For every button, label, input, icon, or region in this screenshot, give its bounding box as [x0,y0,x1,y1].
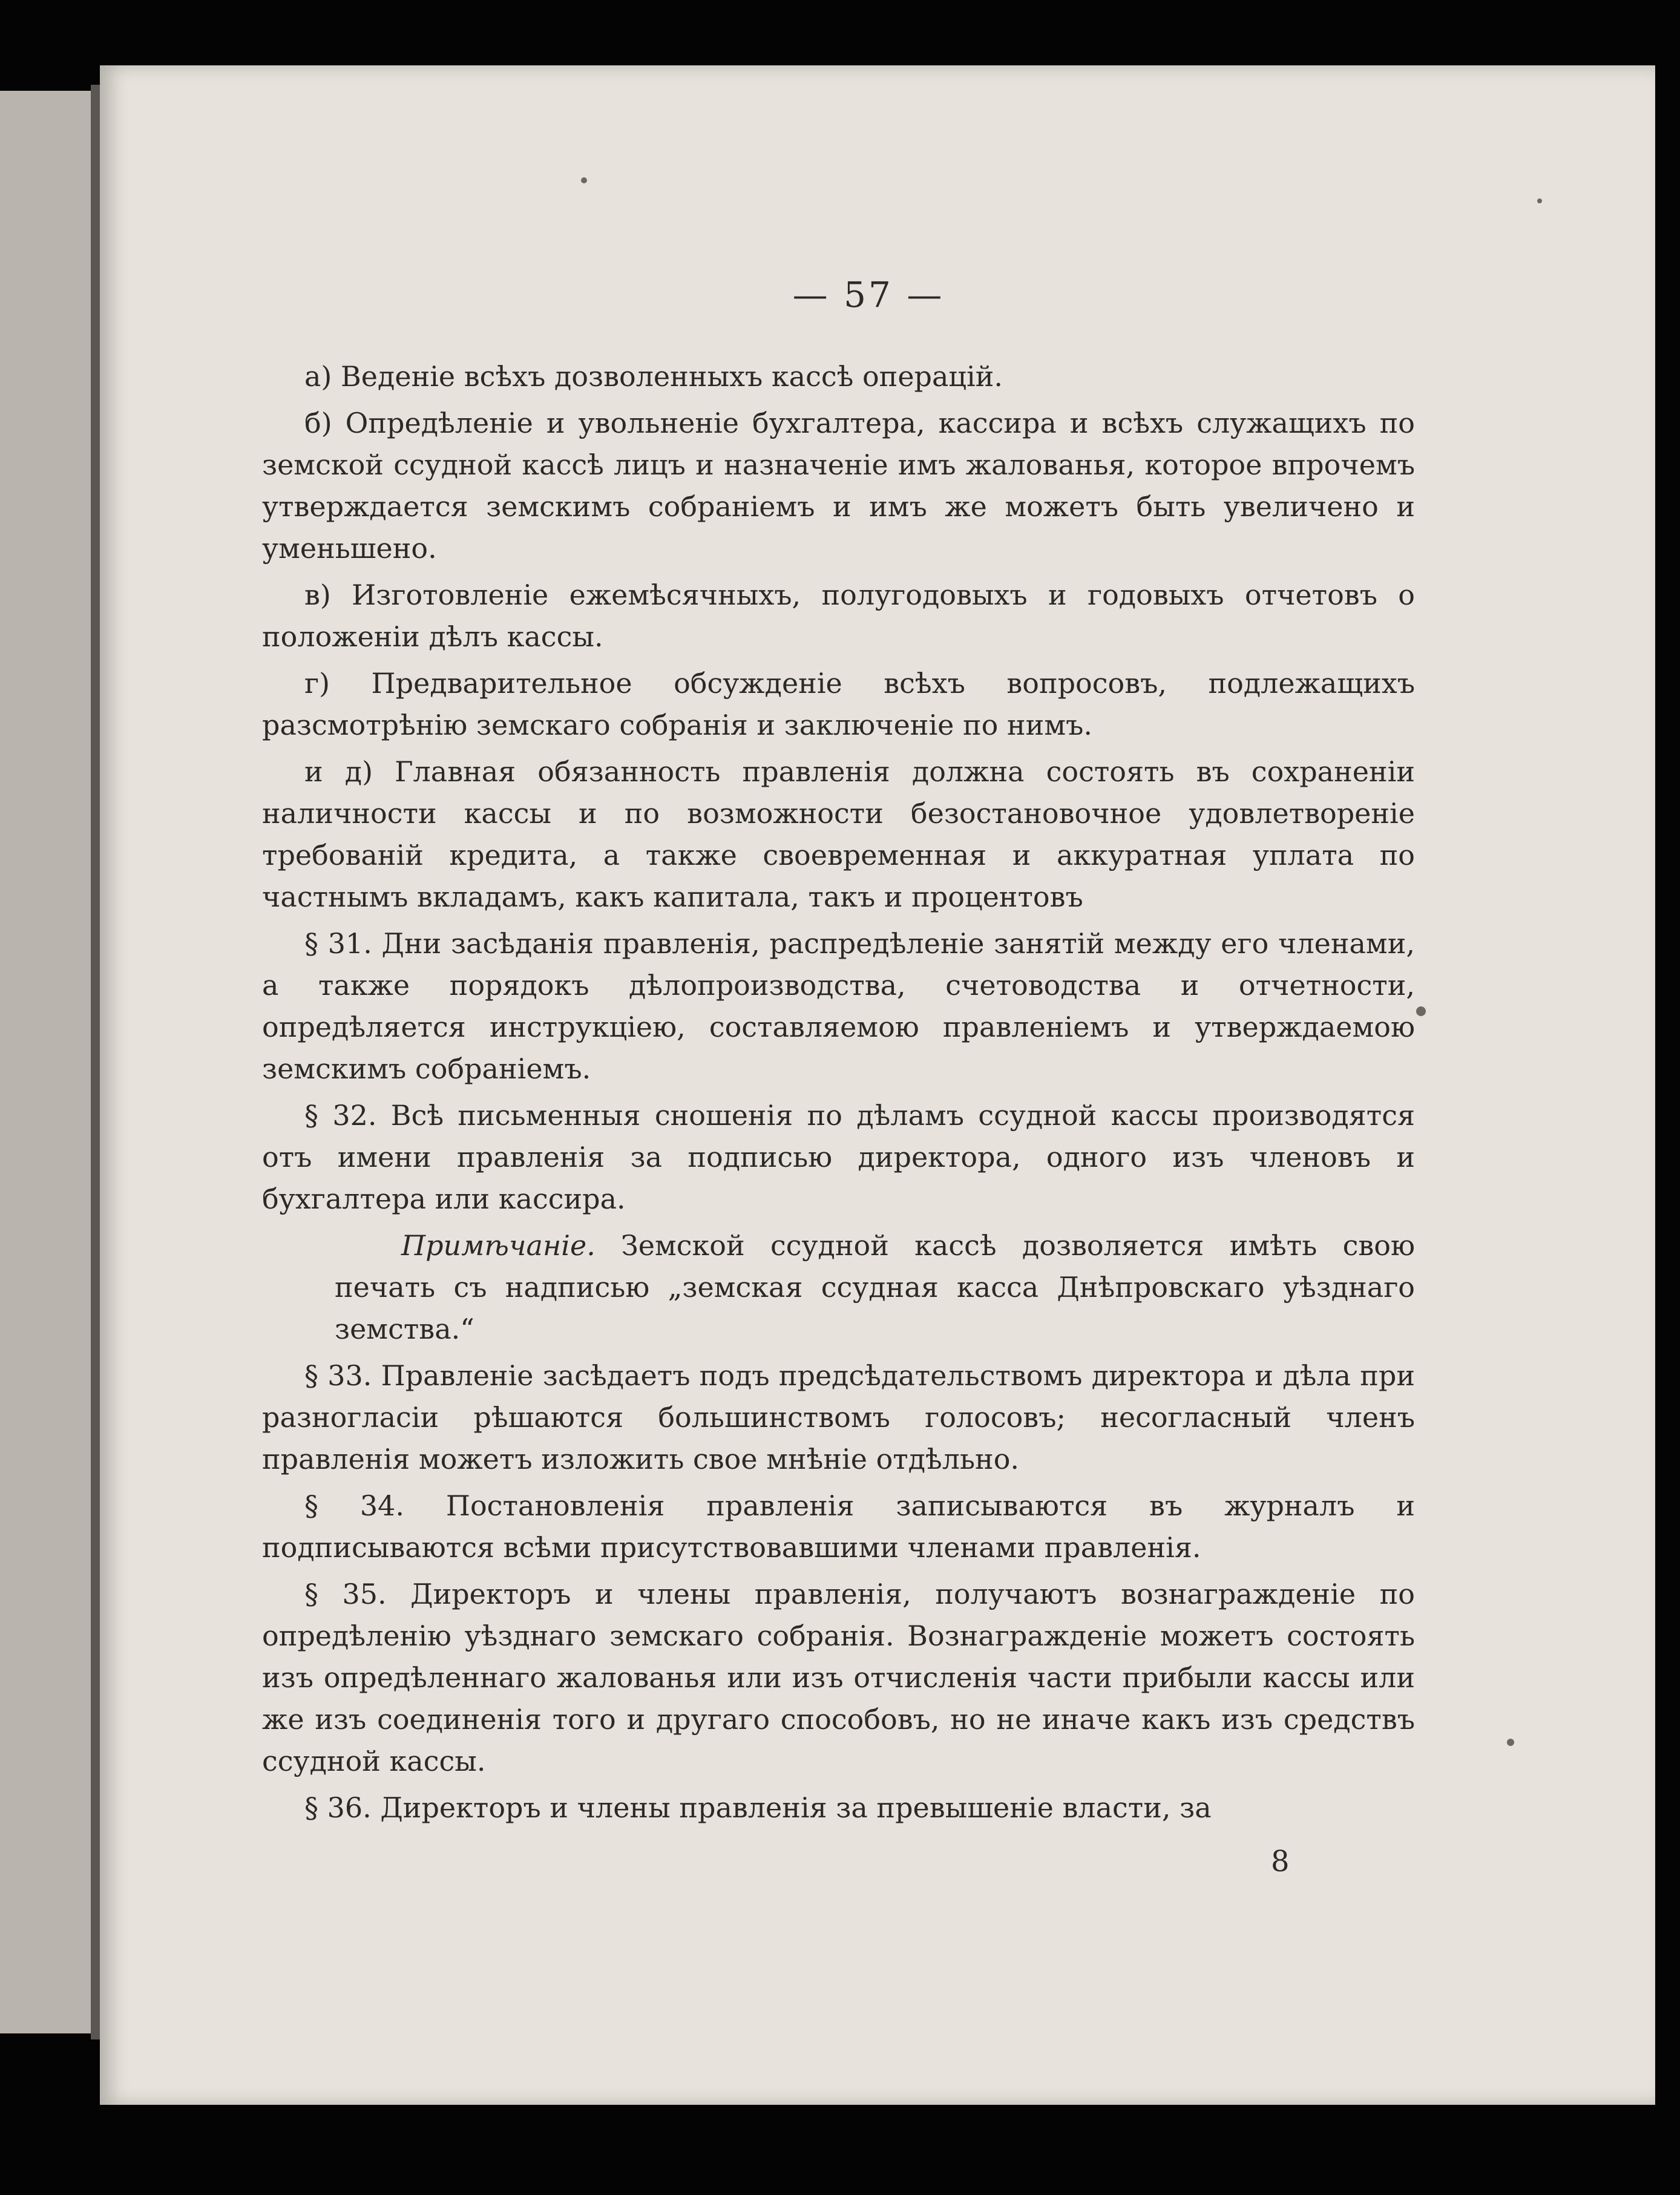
page-number: — 57 — [792,274,945,315]
paragraph-v [262,574,1415,658]
printer-signature-mark: 8 [1271,1845,1290,1878]
paragraph-text: в) Изготовленіе ежемѣсячныхъ, полугодовыхъ и годовыхъ отчетовъ о положеніи дѣлъ кассы. [262,579,1415,653]
section-31 [262,923,1415,1090]
book-page [100,65,1655,2105]
paragraph-g [262,663,1415,746]
page-body-text [262,356,1415,1834]
section-33 [262,1355,1415,1480]
paragraph-text: § 31. Дни засѣданія правленія, распредѣленіе занятій между его членами, а также порядокъ дѣлопроизводства, счетоводства и отчетности, опредѣляется инструкціею, составляемою правленіемъ и утверждаемою земскимъ собраніемъ. [262,927,1415,1085]
note-label: Примѣчаніе. [401,1229,596,1262]
paragraph-b [262,402,1415,569]
paragraph-text: б) Опредѣленіе и увольненіе бухгалтера, кассира и всѣхъ служащихъ по земской ссудной кассѣ лицъ и назначеніе имъ жалованья, которое впрочемъ утверждается земскимъ собраніемъ и имъ же можетъ быть увеличено и уменьшено. [262,407,1415,565]
paragraph-text: а) Веденіе всѣхъ дозволенныхъ кассѣ операцій. [304,360,1003,393]
section-32 [262,1095,1415,1220]
paragraph-text: г) Предварительное обсужденіе всѣхъ вопросовъ, подлежащихъ разсмотрѣнію земскаго собранія и заключеніе по нимъ. [262,667,1415,741]
section-36 [262,1787,1415,1829]
paragraph-text: § 32. Всѣ письменныя сношенія по дѣламъ ссудной кассы производятся отъ имени правленія за подписью директора, одного изъ членовъ и бухгалтера или кассира. [262,1099,1415,1215]
paragraph-text: Земской ссудной кассѣ дозволяется имѣть свою печать съ надписью „земская ссудная касса Днѣпровскаго уѣзднаго земства.“ [335,1229,1415,1345]
paper-speck [1537,199,1542,203]
paper-speck [581,177,587,183]
section-35 [262,1573,1415,1782]
paragraph-a [262,356,1415,398]
paper-speck [1507,1739,1514,1746]
paragraph-text: § 35. Директоръ и члены правленія, получаютъ вознагражденіе по опредѣленію уѣзднаго земскаго собранія. Вознагражденіе можетъ состоять изъ опредѣленнаго жалованья или изъ отчисленія части прибыли кассы или же изъ соединенія того и другаго способовъ, но не иначе какъ изъ средствъ ссудной кассы. [262,1578,1415,1777]
section-34 [262,1485,1415,1569]
paragraph-text: § 33. Правленіе засѣдаетъ подъ предсѣдательствомъ директора и дѣла при разногласіи рѣшаются большинствомъ голосовъ; несогласный членъ правленія можетъ изложить свое мнѣніе отдѣльно. [262,1359,1415,1475]
paragraph-text: § 34. Постановленія правленія записываются въ журналъ и подписываются всѣми присутствовавшими членами правленія. [262,1489,1415,1564]
previous-page-edge [0,91,103,2033]
paragraph-text: и д) Главная обязанность правленія должна состоять въ сохраненіи наличности кассы и по возможности безостановочное удовлетвореніе требованій кредита, а также своевременная и аккуратная уплата по частнымъ вкладамъ, какъ капитала, такъ и процентовъ [262,755,1415,913]
paragraph-text: § 36. Директоръ и члены правленія за превышеніе власти, за [304,1791,1212,1824]
paper-speck [1416,1006,1426,1016]
note-paragraph [335,1225,1415,1350]
paragraph-d [262,751,1415,918]
